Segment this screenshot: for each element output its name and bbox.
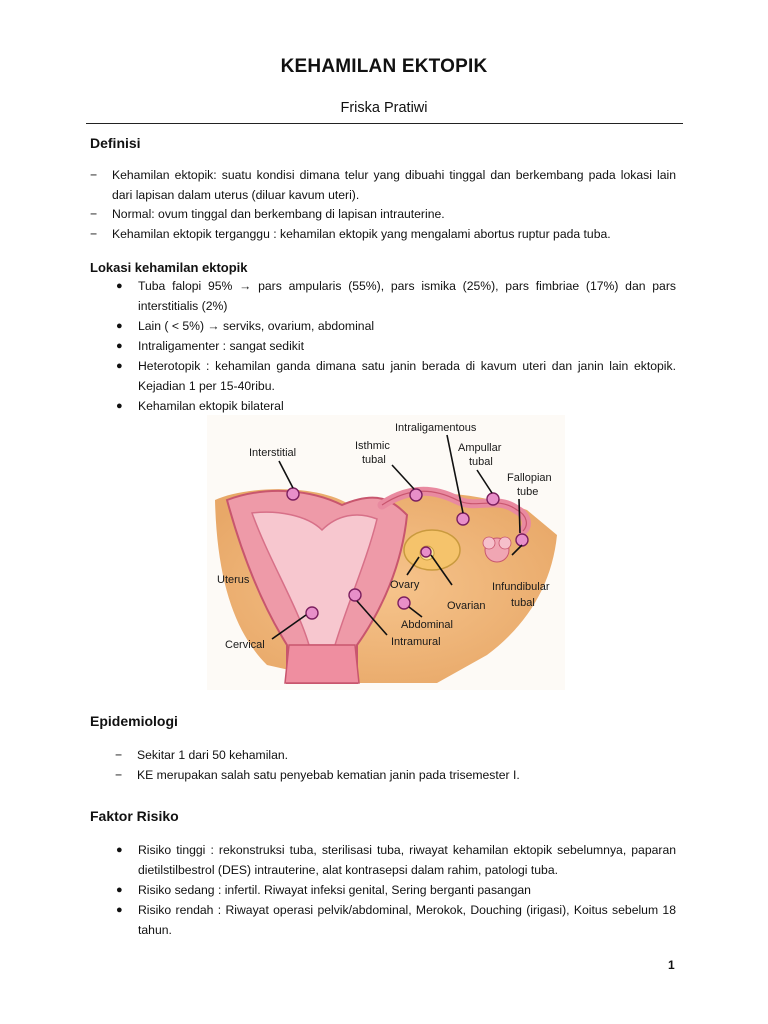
lokasi-list	[115, 276, 676, 416]
dash-marker: −	[115, 767, 123, 782]
list-item	[115, 880, 676, 900]
heading-faktor-risiko: Faktor Risiko	[90, 808, 179, 824]
site-ampullar	[487, 493, 499, 505]
document-title: KEHAMILAN EKTOPIK	[280, 56, 488, 77]
label-ovary: Ovary	[390, 579, 420, 591]
label-ampullar-tubal: tubal	[469, 456, 493, 468]
list-item-text: Kehamilan ektopik: suatu kondisi dimana telur yang dibuahi tinggal dan berkembang pada lokasi lain dari lapisan dalam uterus (diluar kavum uteri).	[112, 168, 676, 202]
list-item-text: Sekitar 1 dari 50 kehamilan.	[137, 748, 289, 762]
list-item	[115, 276, 676, 316]
site-intraligamentous	[457, 513, 469, 525]
label-fallopian: Fallopian	[507, 472, 552, 484]
label-ovarian: Ovarian	[447, 600, 486, 612]
list-item-text: Tuba falopi 95% → pars ampularis (55%), pars ismika (25%), pars fimbriae (17%) dan pars interstitialis (2%)	[138, 279, 676, 313]
site-isthmic	[410, 489, 422, 501]
list-item-text: Heterotopik : kehamilan ganda dimana satu janin berada di kavum uteri dan janin lain ektopik. Kejadian 1 per 15-40ribu.	[138, 359, 676, 393]
list-item-text: Risiko sedang : infertil. Riwayat infeksi genital, Sering berganti pasangan	[138, 883, 531, 897]
site-abdominal	[398, 597, 410, 609]
label-intramural: Intramural	[391, 636, 441, 648]
bullet-marker: ●	[116, 904, 123, 916]
uterus-diagram	[207, 415, 565, 690]
bullet-marker: ●	[116, 360, 123, 372]
list-item-text: Lain ( < 5%) → serviks, ovarium, abdominal	[138, 319, 375, 333]
heading-epidemiologi: Epidemiologi	[90, 713, 178, 729]
label-infundibular: Infundibular	[492, 581, 550, 593]
dash-marker: −	[90, 207, 98, 221]
site-cervical	[306, 607, 318, 619]
bullet-marker: ●	[116, 340, 123, 352]
label-cervical: Cervical	[225, 639, 265, 651]
label-isthmic-tubal: tubal	[362, 454, 386, 466]
definisi-list	[90, 166, 676, 244]
label-interstitial: Interstitial	[249, 447, 297, 459]
bullet-marker: ●	[116, 400, 123, 412]
label-isthmic: Isthmic	[355, 440, 390, 452]
list-item	[90, 225, 676, 245]
cervix	[285, 645, 359, 683]
site-interstitial	[287, 488, 299, 500]
label-intraligamentous: Intraligamentous	[395, 422, 477, 434]
label-infundibular-tubal: tubal	[511, 597, 535, 609]
ectopic-sites-figure	[207, 415, 565, 690]
dash-marker: −	[115, 748, 123, 762]
list-item	[115, 336, 676, 356]
title-divider	[86, 123, 683, 124]
bullet-marker: ●	[116, 280, 123, 292]
author-name: Friska Pratiwi	[340, 100, 428, 116]
label-abdominal: Abdominal	[401, 619, 453, 631]
list-item	[115, 396, 676, 416]
list-item-text: KE merupakan salah satu penyebab kematian janin pada trisemester I.	[137, 767, 520, 782]
site-ovarian	[421, 547, 431, 557]
list-item-text: Risiko tinggi : rekonstruksi tuba, sterilisasi tuba, riwayat kehamilan ektopik sebelumnya, paparan dietilstilbestrol (DES) intrauterine, alat kontrasepsi dalam rahim, patologi tuba.	[138, 843, 676, 877]
label-fallopian-tube: tube	[517, 486, 539, 498]
list-item	[115, 316, 676, 336]
label-uterus: Uterus	[217, 574, 250, 586]
site-infundibular	[516, 534, 528, 546]
page-number: 1	[668, 958, 675, 972]
list-item	[90, 205, 676, 225]
dash-marker: −	[90, 226, 98, 241]
bullet-marker: ●	[116, 884, 123, 896]
list-item-text: Normal: ovum tinggal dan berkembang di lapisan intrauterine.	[112, 207, 445, 221]
faktor-risiko-list	[115, 840, 676, 940]
list-item-text: Kehamilan ektopik bilateral	[138, 399, 284, 413]
list-item	[90, 166, 676, 205]
list-item	[115, 840, 676, 880]
list-item	[115, 746, 676, 766]
bullet-marker: ●	[116, 844, 123, 856]
list-item-text: Kehamilan ektopik terganggu : kehamilan ektopik yang mengalami abortus ruptur pada tuba.	[112, 226, 611, 241]
bullet-marker: ●	[116, 320, 123, 332]
list-item	[115, 766, 676, 786]
label-ampullar: Ampullar	[458, 442, 502, 454]
site-intramural	[349, 589, 361, 601]
dash-marker: −	[90, 168, 98, 182]
heading-lokasi: Lokasi kehamilan ektopik	[90, 260, 248, 275]
list-item-text: Risiko rendah : Riwayat operasi pelvik/abdominal, Merokok, Douching (irigasi), Koitus sebelum 18 tahun.	[138, 903, 676, 937]
list-item	[115, 356, 676, 396]
list-item-text: Intraligamenter : sangat sedikit	[138, 339, 304, 353]
heading-definisi: Definisi	[90, 135, 141, 151]
epidemiologi-list	[115, 746, 676, 785]
list-item	[115, 900, 676, 940]
